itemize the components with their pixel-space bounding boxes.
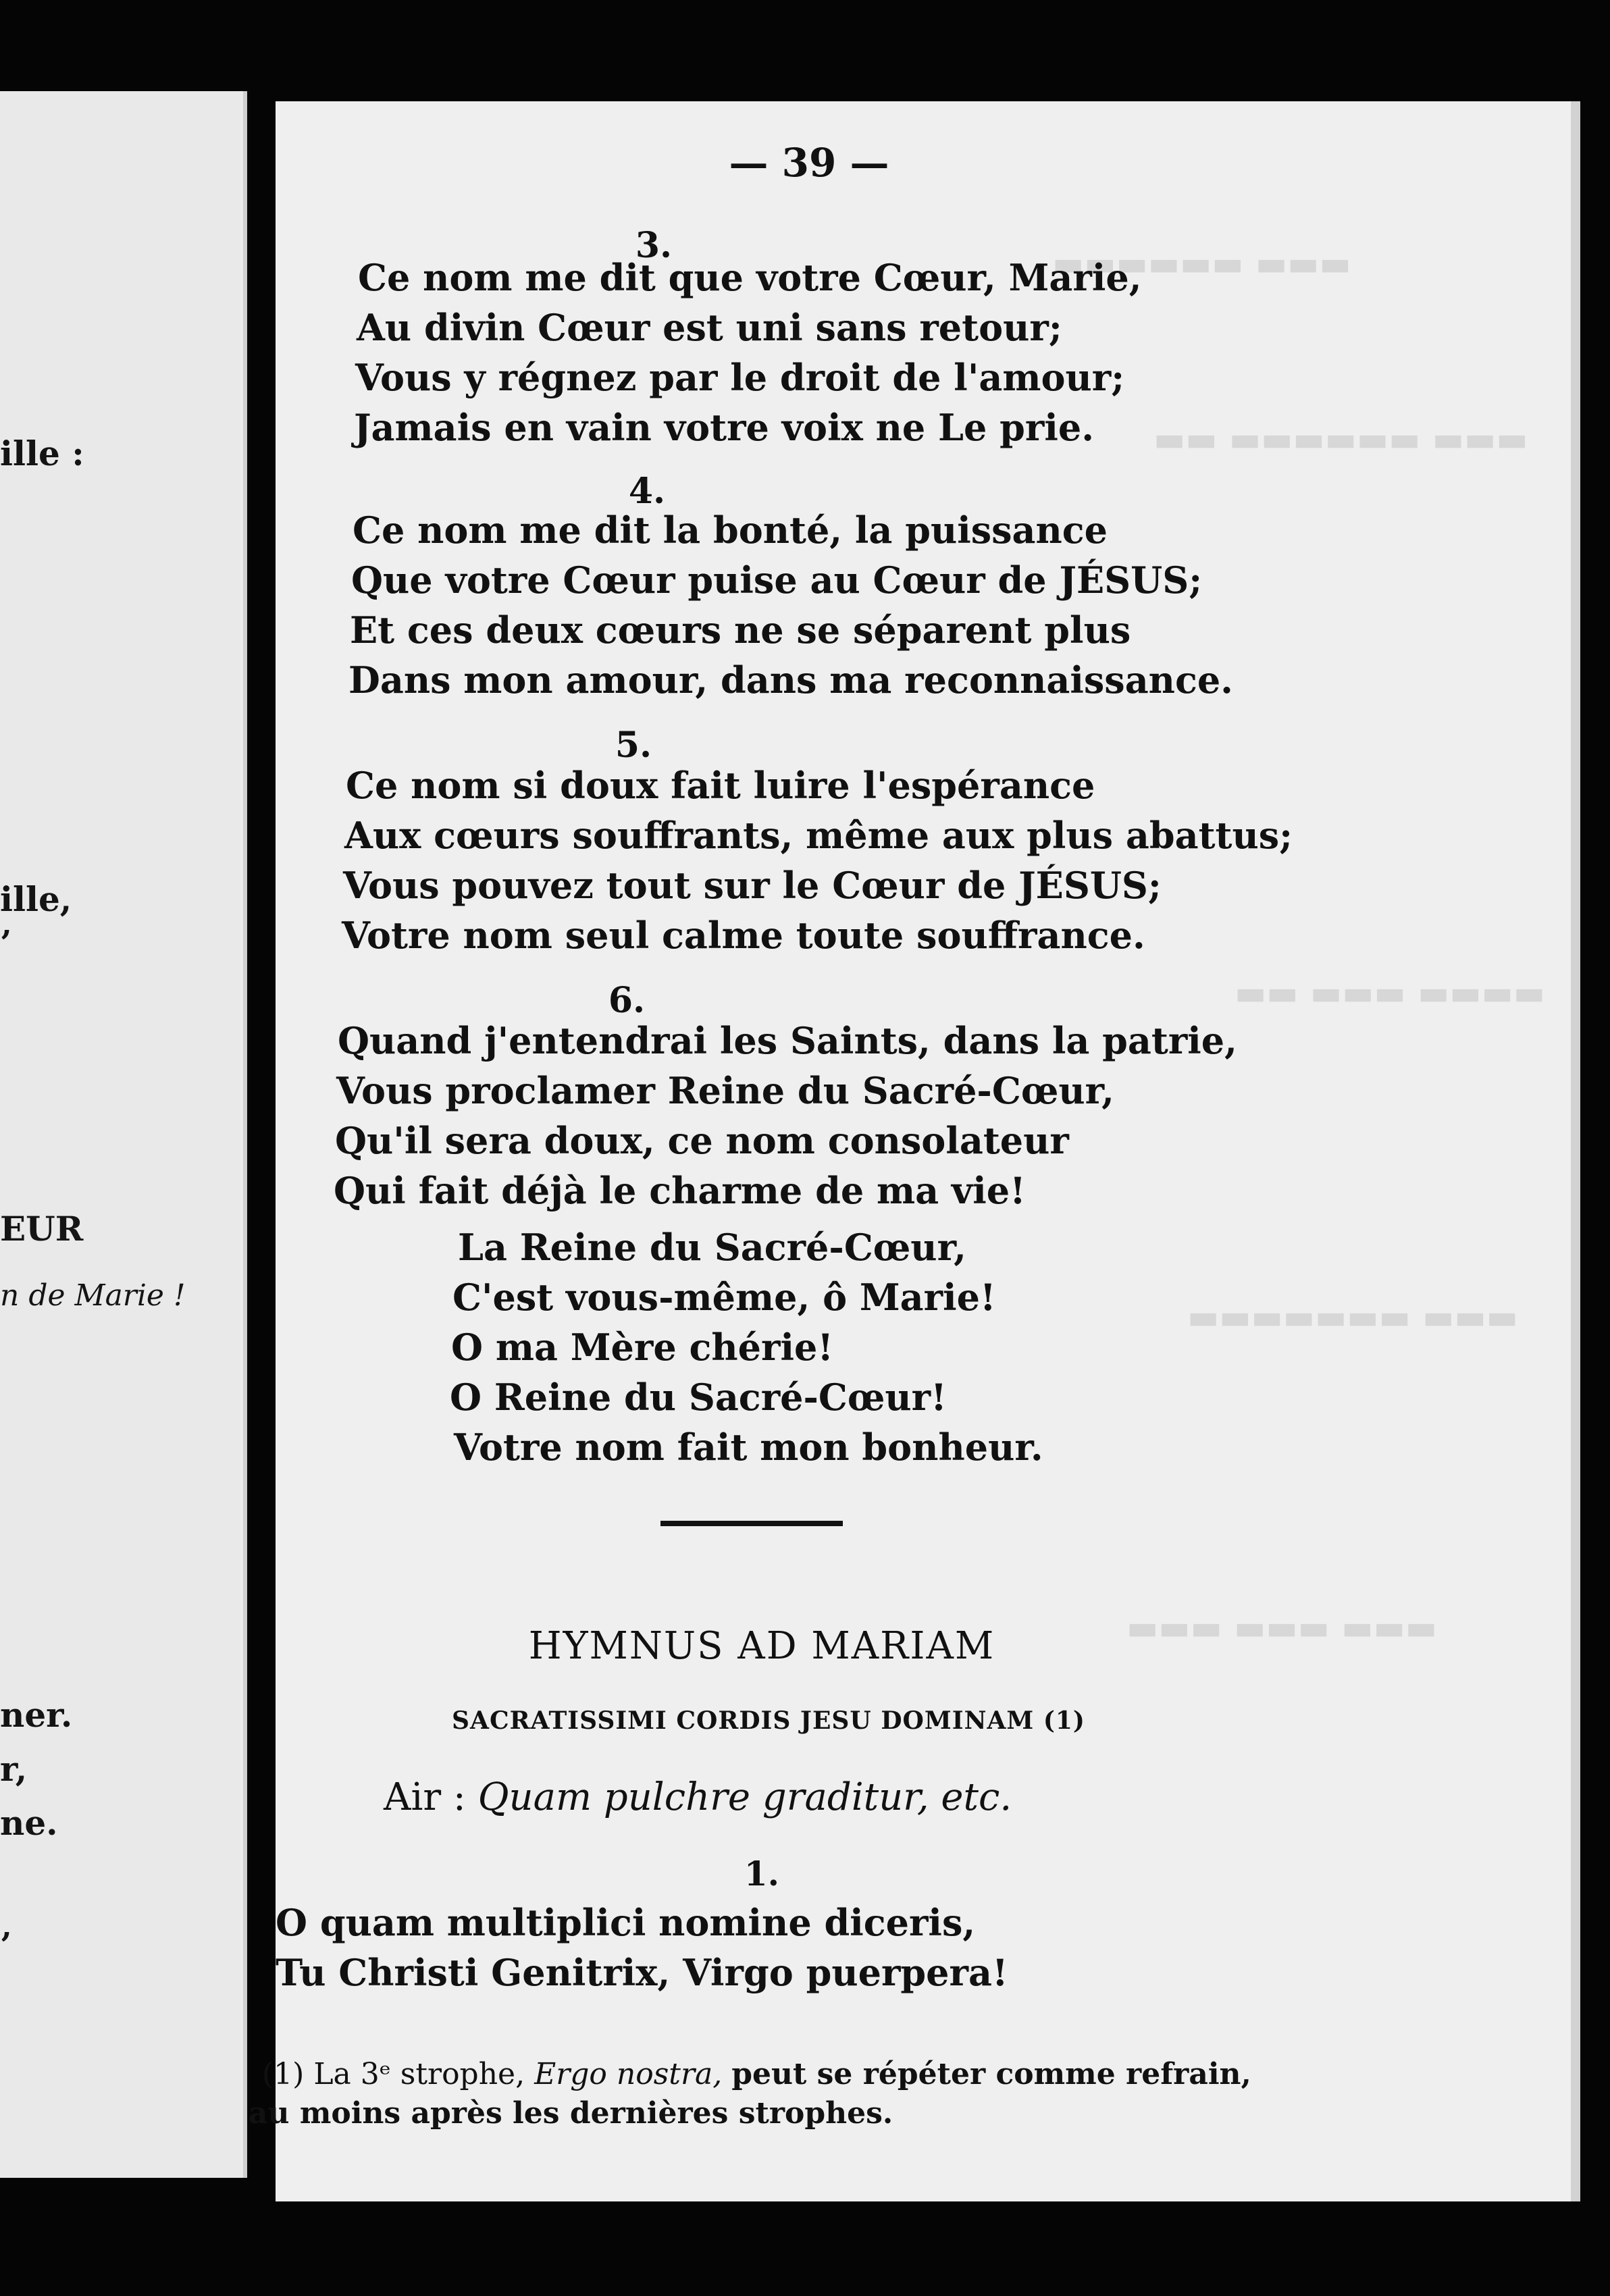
footnote-line-2: au moins après les dernières strophes. (249, 2096, 893, 2131)
footnote-italic: Ergo nostra, (534, 2057, 723, 2091)
left-page-fragment: ille, (0, 879, 72, 919)
air-indication (384, 1775, 1012, 1819)
show-through-text: ▬▬▬ ▬▬▬▬▬▬ (1052, 243, 1351, 283)
footnote-line-1 (262, 2057, 1251, 2091)
refrain-line: O ma Mère chérie! (451, 1326, 834, 1369)
left-page-fragment: r, (0, 1749, 28, 1789)
stanza-number: 3. (635, 225, 673, 266)
footnote-text: peut se répéter comme refrain, (731, 2057, 1251, 2091)
left-page-edge (0, 91, 247, 2178)
verse-line: Ce nom si doux fait luire l'espérance (346, 764, 1095, 807)
left-page-fragment: ner. (0, 1695, 73, 1735)
page-number: — 39 — (729, 140, 889, 186)
show-through-text: ▬▬▬ ▬▬▬ ▬▬▬ (1126, 1607, 1437, 1647)
verse-line: Tu Christi Genitrix, Virgo puerpera! (276, 1951, 1008, 1994)
left-page-fragment: EUR (0, 1209, 84, 1249)
section-divider (660, 1521, 843, 1526)
show-through-text: ▬▬▬ ▬▬▬▬▬▬▬ (1187, 1297, 1518, 1336)
verse-line: Quand j'entendrai les Saints, dans la patrie, (338, 1019, 1237, 1062)
verse-line: Jamais en vain votre voix ne Le prie. (354, 406, 1095, 449)
book-page (249, 101, 1580, 2201)
air-label: Air : (384, 1775, 466, 1819)
verse-line: O quam multiplici nomine diceris, (276, 1901, 976, 1944)
show-through-text: ▬▬▬ ▬▬▬▬▬▬ ▬▬ (1153, 419, 1528, 459)
verse-line: Qu'il sera doux, ce nom consolateur (335, 1119, 1069, 1162)
hymn-title: HYMNUS AD MARIAM (528, 1624, 995, 1668)
left-page-fragment: ne. (0, 1803, 58, 1843)
verse-line: Vous proclamer Reine du Sacré-Cœur, (336, 1069, 1114, 1112)
verse-line: Qui fait déjà le charme de ma vie! (334, 1169, 1026, 1212)
refrain-line: O Reine du Sacré-Cœur! (450, 1376, 947, 1419)
refrain-line: La Reine du Sacré-Cœur, (458, 1226, 966, 1269)
hymn-subtitle: SACRATISSIMI CORDIS JESU DOMINAM (1) (452, 1706, 1085, 1735)
refrain-line: C'est vous-même, ô Marie! (452, 1276, 996, 1319)
left-page-fragment: ’ (0, 1925, 12, 1964)
verse-line: Ce nom me dit que votre Cœur, Marie, (358, 256, 1142, 299)
stanza-number: 1. (744, 1854, 780, 1894)
verse-line: Dans mon amour, dans ma reconnaissance. (348, 658, 1233, 702)
refrain-line: Votre nom fait mon bonheur. (454, 1426, 1043, 1469)
verse-line: Au divin Cœur est uni sans retour; (357, 306, 1062, 349)
left-page-fragment: ’ (0, 922, 12, 962)
show-through-text: ▬▬▬▬ ▬▬▬ ▬▬ (1235, 972, 1545, 1012)
footnote-marker: (1) La 3ᵉ strophe, (262, 2057, 525, 2091)
stanza-number: 4. (628, 471, 666, 512)
verse-line: Votre nom seul calme toute souffrance. (342, 914, 1145, 957)
verse-line: Que votre Cœur puise au Cœur de JÉSUS; (351, 558, 1203, 602)
verse-line: Et ces deux cœurs ne se séparent plus (350, 608, 1131, 652)
stanza-number: 5. (615, 725, 652, 766)
air-title: Quam pulchre graditur, etc. (477, 1775, 1012, 1819)
stanza-number: 6. (608, 980, 646, 1021)
verse-line: Aux cœurs souffrants, même aux plus abattus; (344, 814, 1293, 857)
verse-line: Vous pouvez tout sur le Cœur de JÉSUS; (343, 864, 1162, 907)
verse-line: Ce nom me dit la bonté, la puissance (353, 508, 1108, 552)
left-page-fragment: ille : (0, 434, 84, 473)
left-page-fragment: n de Marie ! (0, 1278, 186, 1313)
verse-line: Vous y régnez par le droit de l'amour; (355, 356, 1125, 399)
